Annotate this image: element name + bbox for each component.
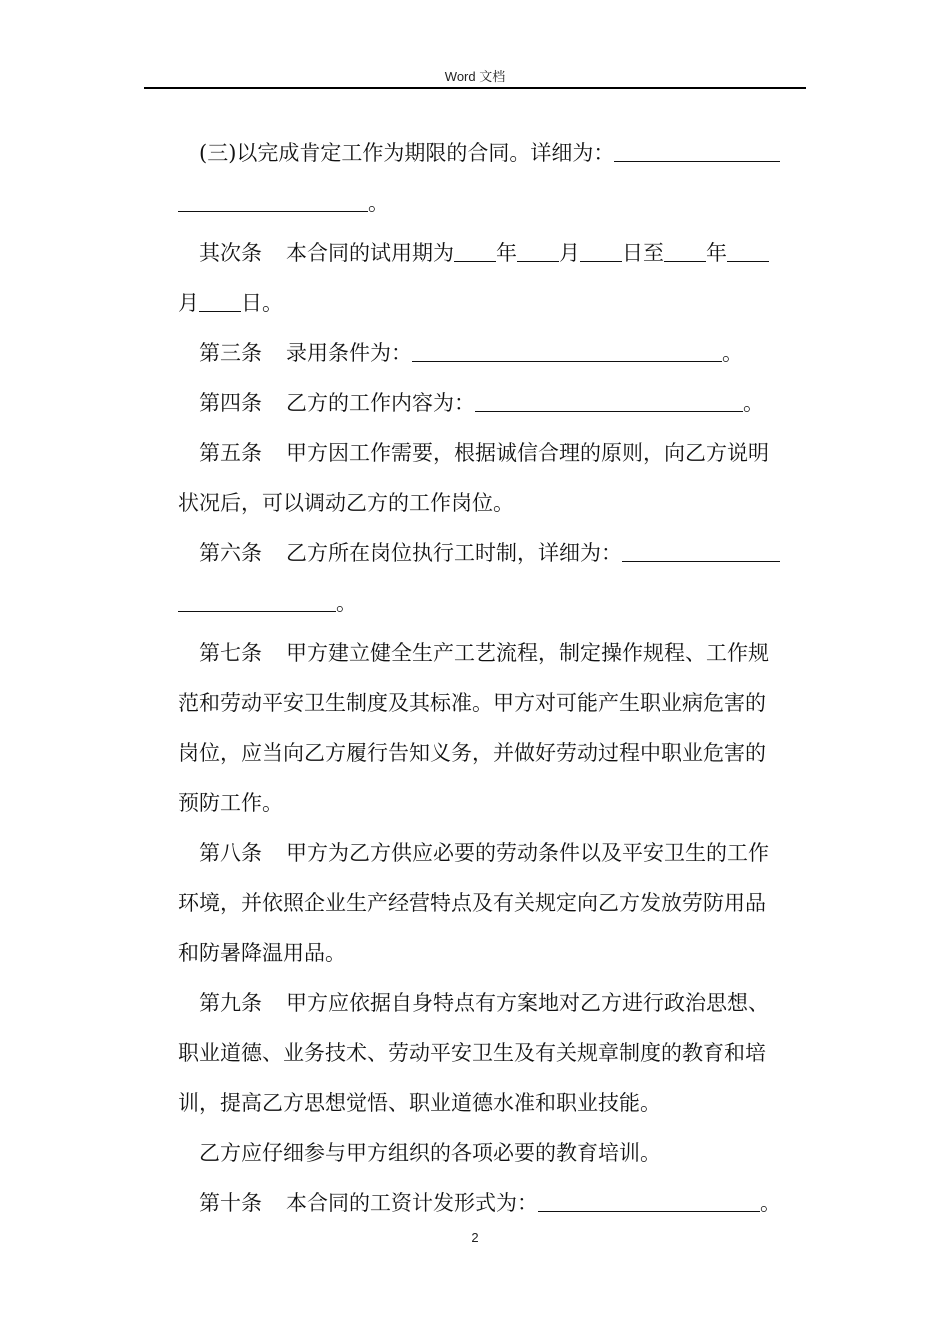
clause-text: 录用条件为： (286, 341, 412, 365)
article-9-paragraph2: 乙方应仔细参与甲方组织的各项必要的教育培训。 (199, 1141, 661, 1165)
clause-text: 。 (368, 191, 389, 215)
clause-text: 日。 (241, 291, 283, 315)
article-label: 第十条 (199, 1191, 262, 1215)
clause-text: 甲方因工作需要，根据诚信合理的原则，向乙方说明 (286, 441, 769, 465)
article-7-line4: 预防工作。 (178, 791, 283, 815)
article-label: 第七条 (199, 641, 262, 665)
article-label: 第八条 (199, 841, 262, 865)
fill-blank[interactable] (199, 289, 241, 312)
clause-text: 本合同的试用期为 (286, 241, 454, 265)
clause-text: 年 (496, 241, 517, 265)
clause-text: (三)以完成肯定工作为期限的合同。详细为： (199, 141, 615, 165)
clause-text: 。 (722, 341, 743, 365)
article-6-line1 (199, 538, 780, 568)
article-8-line3: 和防暑降温用品。 (178, 941, 346, 965)
article-10 (199, 1188, 781, 1218)
fill-blank[interactable] (454, 239, 496, 262)
fill-blank[interactable] (412, 339, 722, 362)
fill-blank[interactable] (178, 189, 368, 212)
page-header: Word 文档 (444, 69, 506, 84)
article-9-line3: 训，提高乙方思想觉悟、职业道德水准和职业技能。 (178, 1091, 661, 1115)
article-9-line2: 职业道德、业务技术、劳动平安卫生及有关规章制度的教育和培 (178, 1041, 766, 1065)
article-label: 第五条 (199, 441, 262, 465)
article-label: 第三条 (199, 341, 262, 365)
clause-text: 。 (336, 591, 357, 615)
clause-text: 日至 (622, 241, 664, 265)
clause-text: 甲方应依据自身特点有方案地对乙方进行政治思想、 (286, 991, 769, 1015)
article-8-line1 (199, 838, 769, 868)
clause-text: 本合同的工资计发形式为： (286, 1191, 538, 1215)
article-label: 第四条 (199, 391, 262, 415)
fill-blank[interactable] (664, 239, 706, 262)
article-4 (199, 388, 764, 418)
article-2-line2 (178, 288, 283, 318)
fill-blank[interactable] (727, 239, 769, 262)
fill-blank[interactable] (622, 539, 780, 562)
clause-text: 。 (743, 391, 764, 415)
article-label: 第六条 (199, 541, 262, 565)
article-3 (199, 338, 743, 368)
article-9-line1 (199, 988, 769, 1018)
article-5-line2: 状况后，可以调动乙方的工作岗位。 (178, 491, 514, 515)
fill-blank[interactable] (614, 139, 780, 162)
fill-blank[interactable] (475, 389, 743, 412)
clause-text: 月 (178, 291, 199, 315)
article-label: 第九条 (199, 991, 262, 1015)
article-label: 其次条 (199, 241, 262, 265)
fill-blank[interactable] (538, 1189, 760, 1212)
article-7-line2: 范和劳动平安卫生制度及其标准。甲方对可能产生职业病危害的 (178, 691, 766, 715)
clause-3-line1 (199, 138, 780, 168)
article-8-line2: 环境，并依照企业生产经营特点及有关规定向乙方发放劳防用品 (178, 891, 766, 915)
clause-text: 。 (760, 1191, 781, 1215)
clause-text: 甲方建立健全生产工艺流程，制定操作规程、工作规 (286, 641, 769, 665)
fill-blank[interactable] (178, 589, 336, 612)
article-5-line1 (199, 438, 769, 468)
clause-text: 乙方的工作内容为： (286, 391, 475, 415)
fill-blank[interactable] (517, 239, 559, 262)
clause-text: 甲方为乙方供应必要的劳动条件以及平安卫生的工作 (286, 841, 769, 865)
clause-text: 年 (706, 241, 727, 265)
article-2-line1 (199, 238, 769, 268)
article-7-line3: 岗位，应当向乙方履行告知义务，并做好劳动过程中职业危害的 (178, 741, 766, 765)
page-number: 2 (471, 1230, 479, 1245)
article-6-line2 (178, 588, 357, 618)
clause-text: 月 (559, 241, 580, 265)
clause-3-line2 (178, 188, 389, 218)
fill-blank[interactable] (580, 239, 622, 262)
header-rule (144, 87, 806, 89)
article-7-line1 (199, 638, 769, 668)
clause-text: 乙方所在岗位执行工时制，详细为： (286, 541, 622, 565)
